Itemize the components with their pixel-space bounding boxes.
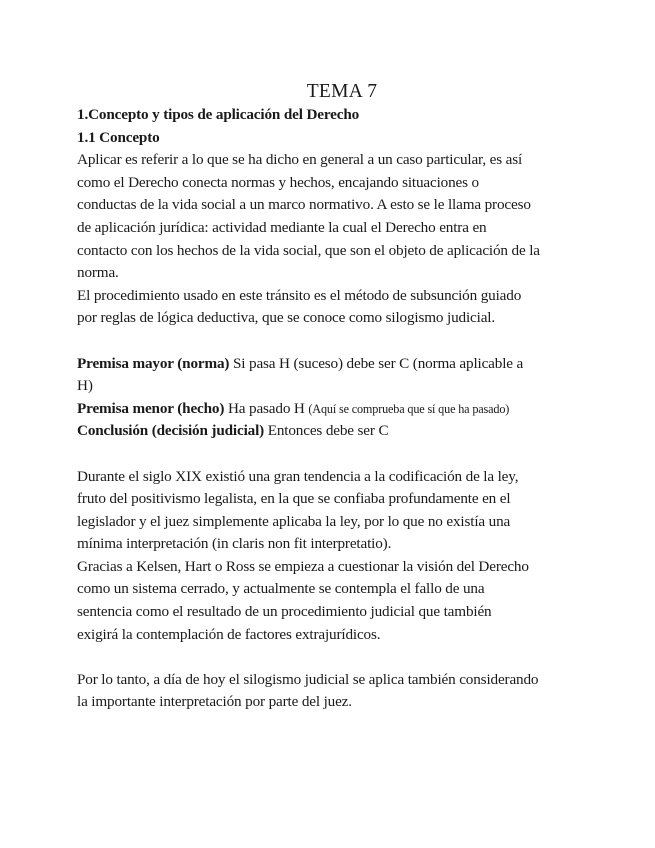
text-line: Aplicar es referir a lo que se ha dicho en general a un caso particular, es así: [77, 151, 523, 169]
text-line: conductas de la vida social a un marco normativo. A esto se le llama proceso: [77, 196, 531, 214]
paragraph-definition: [77, 149, 587, 285]
conclusion: [77, 420, 587, 443]
blank-line: [77, 330, 587, 353]
paragraph-kelsen: [77, 556, 587, 646]
text-line: sentencia como el resultado de un procedimiento judicial que también: [77, 603, 492, 621]
section-heading: 1.Concepto y tipos de aplicación del Derecho: [77, 106, 360, 123]
text-line: de aplicación jurídica: actividad mediante la cual el Derecho entra en: [77, 218, 487, 236]
text-line: Durante el siglo XIX existió una gran tendencia a la codificación de la ley,: [77, 467, 519, 485]
paragraph-conclusion: [77, 669, 587, 714]
text-line: Por lo tanto, a día de hoy el silogismo judicial se aplica también considerando: [77, 670, 539, 688]
text-line: exigirá la contemplación de factores extrajurídicos.: [77, 625, 381, 643]
page-title: TEMA 7: [306, 81, 378, 102]
text-line: [77, 353, 587, 376]
text-line: como el Derecho conecta normas y hechos, encajando situaciones o: [77, 173, 479, 191]
text-line: la importante interpretación por parte del juez.: [77, 693, 352, 711]
premisa-menor: [77, 398, 587, 421]
text-line: fruto del positivismo legalista, en la que se confiaba profundamente en el: [77, 490, 511, 508]
premisa-menor-text: Ha pasado H: [224, 399, 309, 417]
paragraph-subsuncion: [77, 285, 587, 330]
blank-line: [77, 443, 587, 466]
premisa-menor-note: (Aquí se comprueba que sí que ha pasado): [308, 401, 510, 416]
premisa-mayor-label: Premisa mayor (norma): [77, 354, 230, 372]
premisa-mayor: [77, 353, 587, 398]
text-line: por reglas de lógica deductiva, que se conoce como silogismo judicial.: [77, 309, 495, 327]
paragraph-siglo-xix: [77, 466, 587, 556]
text-line: norma.: [77, 264, 119, 282]
conclusion-text: Entonces debe ser C: [264, 422, 389, 440]
text-line: mínima interpretación (in claris non fit interpretatio).: [77, 535, 392, 553]
conclusion-label: Conclusión (decisión judicial): [77, 422, 265, 440]
text-line: Gracias a Kelsen, Hart o Ross se empieza a cuestionar la visión del Derecho: [77, 557, 529, 575]
premisa-menor-label: Premisa menor (hecho): [77, 399, 225, 417]
text-line: H): [77, 377, 93, 395]
text-line: El procedimiento usado en este tránsito es el método de subsunción guiado: [77, 286, 522, 304]
text-line: legislador y el juez simplemente aplicaba la ley, por lo que no existía una: [77, 512, 511, 530]
text-line: contacto con los hechos de la vida social, que son el objeto de aplicación de la: [77, 241, 540, 259]
document-page: [77, 80, 587, 714]
subsection-heading: 1.1 Concepto: [77, 128, 160, 146]
premisa-mayor-text: Si pasa H (suceso) debe ser C (norma aplicable a: [229, 354, 524, 372]
blank-line: [77, 646, 587, 669]
text-line: como un sistema cerrado, y actualmente se contempla el fallo de una: [77, 580, 485, 598]
